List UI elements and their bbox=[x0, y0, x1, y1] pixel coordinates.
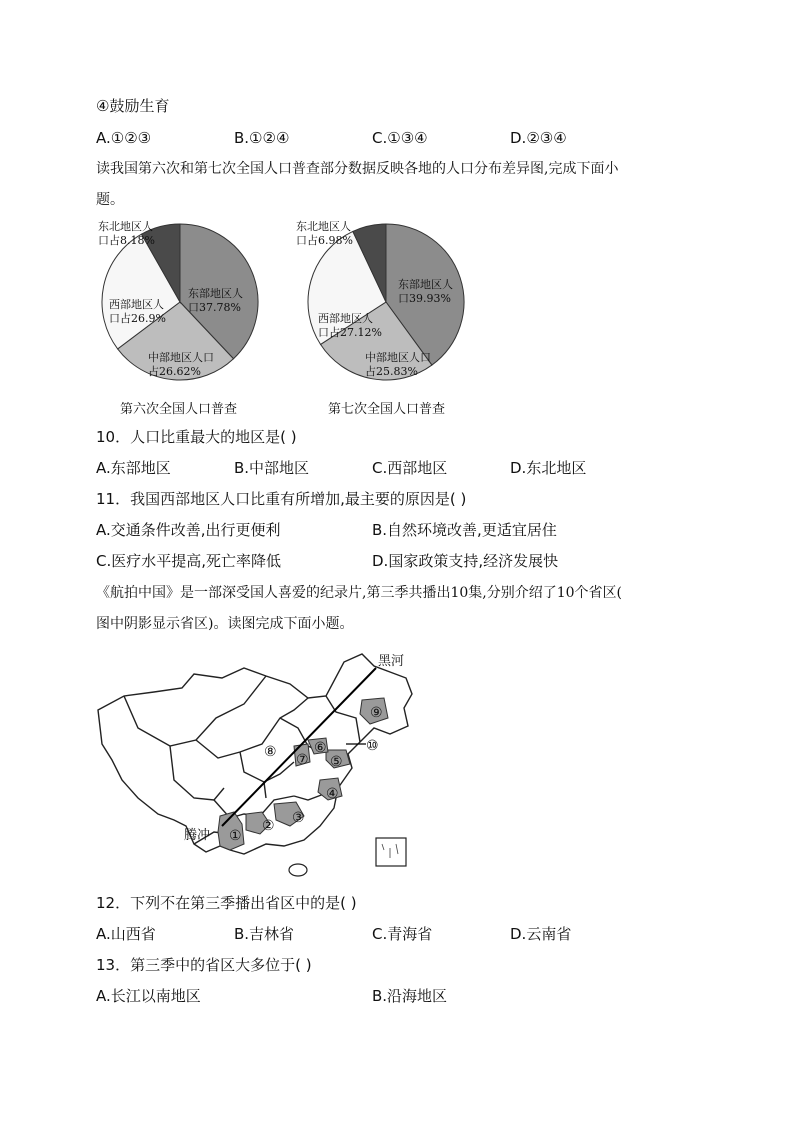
intro-text-line1: 读我国第六次和第七次全国人口普查部分数据反映各地的人口分布差异图,完成下面小 bbox=[96, 161, 619, 177]
q11-option-a: A.交通条件改善,出行更便利 bbox=[96, 521, 281, 539]
q12-option-b: B.吉林省 bbox=[234, 925, 295, 943]
intro2-text-line1: 《航拍中国》是一部深受国人喜爱的纪录片,第三季共播出10集,分别介绍了10个省区( bbox=[96, 585, 622, 601]
q10-stem: 10．人口比重最大的地区是( ) bbox=[96, 428, 297, 446]
q11-option-b: B.自然环境改善,更适宜居住 bbox=[372, 521, 557, 539]
marker-8: ⑧ bbox=[264, 744, 277, 760]
marker-9: ⑨ bbox=[370, 705, 383, 721]
q10-option-c: C.西部地区 bbox=[372, 459, 448, 477]
q11-stem: 11．我国西部地区人口比重有所增加,最主要的原因是( ) bbox=[96, 490, 467, 508]
pie1-label-central-l2: 占26.62% bbox=[148, 365, 201, 378]
marker-1: ① bbox=[229, 828, 242, 844]
marker-3: ③ bbox=[292, 810, 305, 826]
china-map bbox=[94, 648, 420, 882]
q13-stem: 13．第三季中的省区大多位于( ) bbox=[96, 956, 312, 974]
pie1-label-west-l2: 口占26.9% bbox=[109, 312, 166, 325]
pie1-label-east-l2: 口37.78% bbox=[188, 301, 241, 314]
q10-option-a: A.东部地区 bbox=[96, 459, 171, 477]
q13-option-b: B.沿海地区 bbox=[372, 987, 448, 1005]
q10-option-d: D.东北地区 bbox=[510, 459, 587, 477]
marker-4: ④ bbox=[326, 786, 339, 802]
option-a: A.①②③ bbox=[96, 129, 152, 147]
marker-2: ② bbox=[262, 818, 275, 834]
label-heihe: 黑河 bbox=[378, 654, 405, 669]
q12-option-c: C.青海省 bbox=[372, 925, 433, 943]
pie2-label-northeast-l1: 东北地区人 bbox=[296, 220, 351, 233]
option-b: B.①②④ bbox=[234, 129, 290, 147]
pie1-caption: 第六次全国人口普查 bbox=[120, 402, 238, 417]
option-c: C.①③④ bbox=[372, 129, 428, 147]
previous-question-fragment: ④鼓励生育 bbox=[96, 97, 170, 115]
pie2-label-east-l1: 东部地区人 bbox=[398, 278, 453, 291]
hainan-island bbox=[289, 864, 307, 876]
pie1-label-central-l1: 中部地区人口 bbox=[148, 351, 214, 364]
pie2-caption: 第七次全国人口普查 bbox=[328, 402, 446, 417]
pie2-label-west-l2: 口占27.12% bbox=[318, 326, 382, 339]
pie1-label-west-l1: 西部地区人 bbox=[109, 298, 164, 311]
pie1-label-northeast-l2: 口占8.18% bbox=[98, 234, 155, 247]
option-d: D.②③④ bbox=[510, 129, 567, 147]
q13-option-a: A.长江以南地区 bbox=[96, 987, 201, 1005]
q12-option-a: A.山西省 bbox=[96, 925, 156, 943]
pie2-label-central-l2: 占25.83% bbox=[365, 365, 418, 378]
q10-option-b: B.中部地区 bbox=[234, 459, 310, 477]
q11-option-d: D.国家政策支持,经济发展快 bbox=[372, 552, 559, 570]
pie1-label-northeast-l1: 东北地区人 bbox=[98, 220, 153, 233]
marker-10: ⑩ bbox=[366, 738, 379, 754]
marker-6: ⑥ bbox=[314, 740, 327, 756]
marker-7: ⑦ bbox=[296, 752, 309, 768]
q12-option-d: D.云南省 bbox=[510, 925, 572, 943]
pie2-label-northeast-l2: 口占6.98% bbox=[296, 234, 353, 247]
q12-stem: 12．下列不在第三季播出省区中的是( ) bbox=[96, 894, 357, 912]
q11-option-c: C.医疗水平提高,死亡率降低 bbox=[96, 552, 282, 570]
pie2-label-central-l1: 中部地区人口 bbox=[365, 351, 431, 364]
intro-text-line2: 题。 bbox=[96, 192, 124, 208]
intro2-text-line2: 图中阴影显示省区)。读图完成下面小题。 bbox=[96, 616, 354, 632]
pie1-label-east-l1: 东部地区人 bbox=[188, 287, 243, 300]
pie2-label-west-l1: 西部地区人 bbox=[318, 312, 373, 325]
label-tengchong: 腾冲 bbox=[184, 828, 211, 843]
marker-5: ⑤ bbox=[330, 754, 343, 770]
south-sea-inset bbox=[376, 838, 406, 866]
pie2-label-east-l2: 口39.93% bbox=[398, 292, 451, 305]
